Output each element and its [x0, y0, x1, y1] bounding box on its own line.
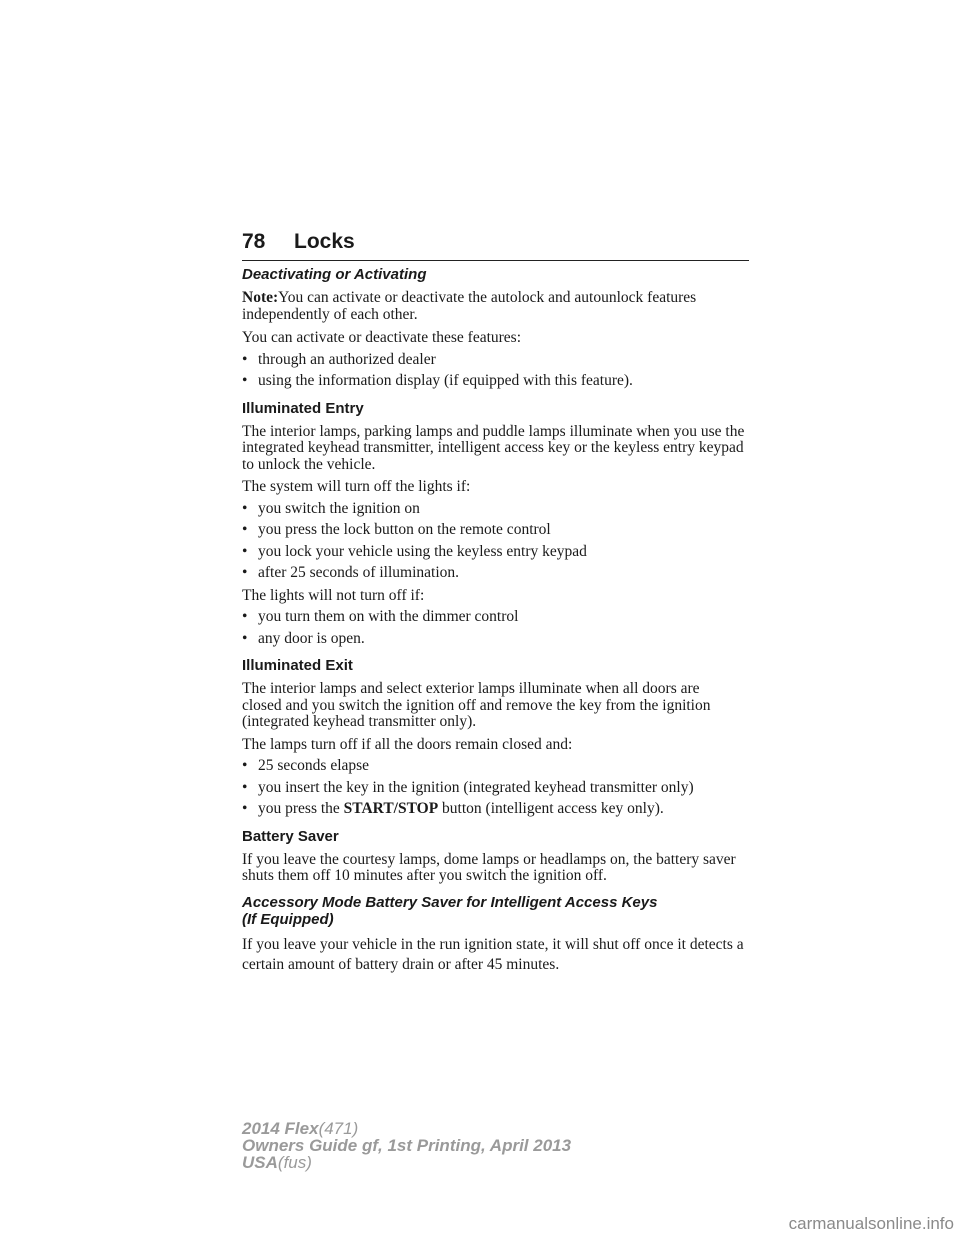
list-item: • any door is open.	[242, 629, 365, 647]
list-item: • you lock your vehicle using the keyless entry keypad	[242, 542, 587, 560]
list-item: • you press the START/STOP button (intelligent access key only).	[242, 800, 664, 817]
footer-model-line: 2014 Flex(471)	[242, 1119, 359, 1138]
battery-saver-body: If you leave the courtesy lamps, dome lamps or headlamps on, the battery saver shuts them off 10 minutes after you switch the ignition off.	[242, 850, 736, 884]
list-item: • using the information display (if equipped with this feature).	[242, 372, 633, 389]
illuminated-exit-intro: The lamps turn off if all the doors remain closed and:	[242, 735, 573, 753]
page-content	[242, 266, 752, 975]
accessory-mode-body: If you leave your vehicle in the run ignition state, it will shut off once it detects a certain amount of battery drain or after 45 minutes.	[242, 935, 744, 973]
deactivating-list	[242, 352, 752, 390]
list-item: • 25 seconds elapse	[242, 757, 370, 774]
deactivating-intro: You can activate or deactivate these features:	[242, 329, 522, 346]
heading-deactivating: Deactivating or Activating	[242, 266, 427, 283]
footer-guide-line: Owners Guide gf, 1st Printing, April 2013	[242, 1136, 572, 1155]
turn-off-intro: The system will turn off the lights if:	[242, 478, 471, 495]
heading-accessory-mode: Accessory Mode Battery Saver for Intelligent Access Keys (If Equipped)	[242, 893, 658, 928]
page-number: 78	[242, 230, 266, 253]
illuminated-exit-body: The interior lamps and select exterior lamps illuminate when all doors are closed and you switch the ignition off and remove the key from the ignition (integrated keyhead transmitter only).	[242, 680, 711, 730]
bullet-icon: •	[242, 521, 248, 538]
heading-illuminated-exit: Illuminated Exit	[242, 657, 353, 674]
list-item: • you switch the ignition on	[242, 499, 420, 517]
bullet-icon: •	[242, 350, 248, 368]
list-item: • you press the lock button on the remote control	[242, 521, 551, 538]
illuminated-exit-list	[242, 758, 752, 818]
not-turn-off-intro: The lights will not turn off if:	[242, 586, 425, 604]
list-item: • you insert the key in the ignition (integrated keyhead transmitter only)	[242, 778, 694, 796]
footer-market-line: USA(fus)	[242, 1153, 312, 1172]
not-turn-off-list	[242, 609, 752, 647]
list-item: • you turn them on with the dimmer control	[242, 608, 519, 625]
bullet-icon: •	[242, 564, 248, 581]
page-header	[242, 228, 749, 261]
bullet-icon: •	[242, 499, 248, 517]
page-footer	[242, 1120, 571, 1171]
list-item: • after 25 seconds of illumination.	[242, 564, 460, 581]
start-stop-label: START/STOP	[343, 800, 439, 817]
note-paragraph	[242, 290, 712, 323]
bullet-icon: •	[242, 372, 248, 389]
bullet-icon: •	[242, 542, 248, 560]
note-text: You can activate or deactivate the autolock and autounlock features independently of each other.	[242, 289, 697, 323]
site-watermark: carmanualsonline.info	[788, 1214, 954, 1233]
bullet-icon: •	[242, 608, 248, 625]
heading-battery-saver: Battery Saver	[242, 827, 339, 845]
bullet-icon: •	[242, 778, 248, 796]
bullet-icon: •	[242, 800, 248, 817]
section-title: Locks	[294, 230, 355, 253]
note-label: Note:	[242, 289, 279, 306]
bullet-icon: •	[242, 757, 248, 774]
illuminated-entry-body: The interior lamps, parking lamps and puddle lamps illuminate when you use the integrated keyhead transmitter, intelligent access key or the keyless entry keypad to unlock the vehicle.	[242, 422, 745, 473]
turn-off-list	[242, 501, 752, 582]
heading-illuminated-entry: Illuminated Entry	[242, 399, 364, 417]
list-item: • through an authorized dealer	[242, 350, 436, 368]
bullet-icon: •	[242, 629, 248, 647]
